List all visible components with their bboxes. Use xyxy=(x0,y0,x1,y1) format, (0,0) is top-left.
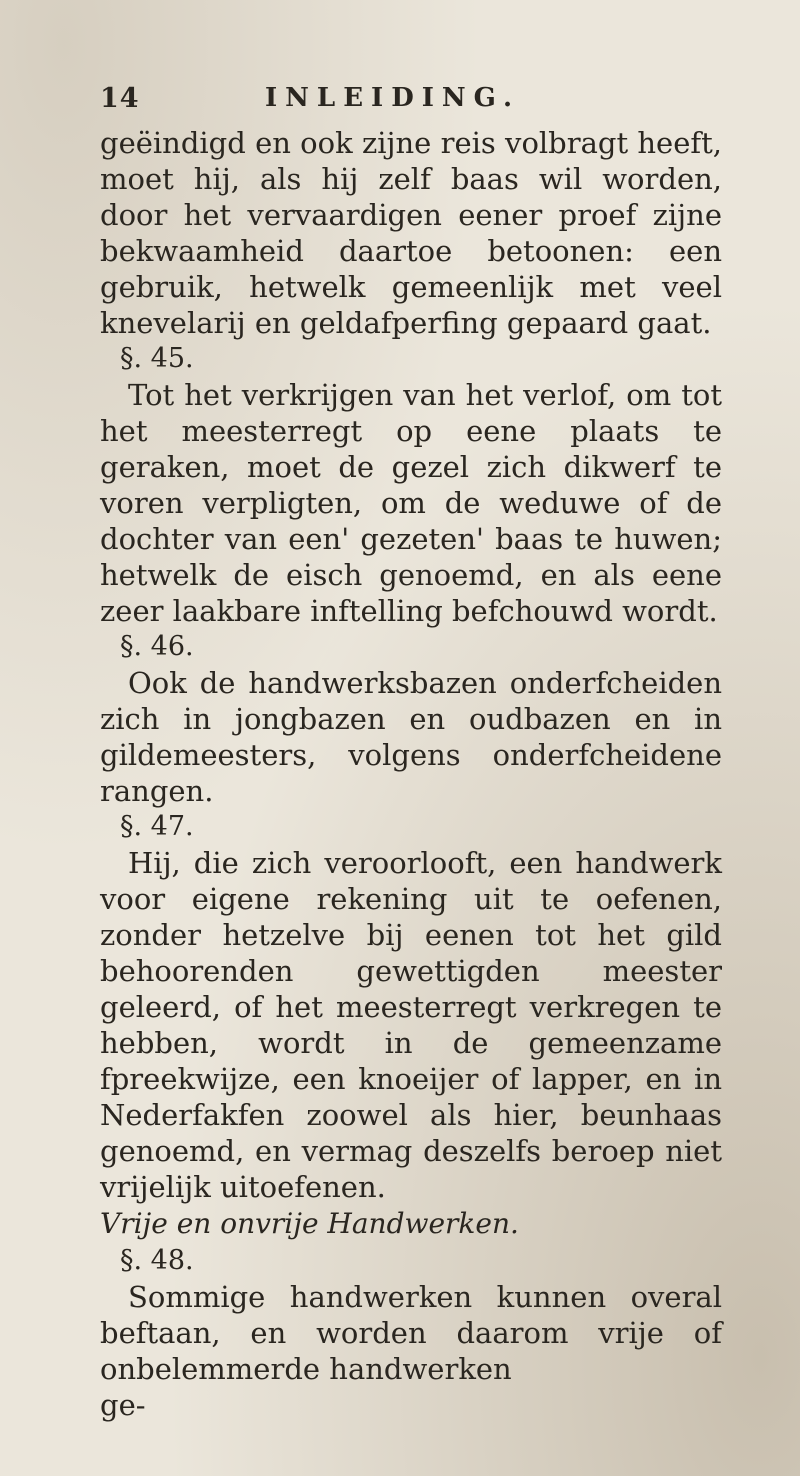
subheading-vrije-handwerken: Vrije en onvrije Handwerken. xyxy=(100,1207,519,1240)
section-heading-46: §. 46. xyxy=(120,631,194,662)
paragraph-46: Ook de handwerksbazen onderfcheiden zich in jongbazen en oudbazen en in gildemeesters, volgens onderfcheidene rangen. xyxy=(100,666,722,808)
catchword: ge- xyxy=(100,1388,146,1422)
body-text xyxy=(100,125,722,1423)
page-number: 14 xyxy=(100,82,140,114)
paragraph-45: Tot het verkrijgen van het verlof, om tot het meesterregt op eene plaats te geraken, moet de gezel zich dikwerf te voren verpligten, om de weduwe of de dochter van een' gezeten' baas te huwen; hetwelk de eisch genoemd, en als eene zeer laakbare inftelling befchouwd wordt. xyxy=(100,378,722,628)
page-header xyxy=(100,78,720,118)
running-head: INLEIDING. xyxy=(265,83,520,113)
paragraph-47: Hij, die zich veroorlooft, een handwerk voor eigene rekening uit te oefenen, zonder hetzelve bij eenen tot het gild behoorenden gewettigden meester geleerd, of het meesterregt verkregen te hebben, wordt in de gemeenzame fpreekwijze, een knoeijer of lapper, en in Nederfakfen zoowel als hier, beunhaas genoemd, en vermag deszelfs beroep niet vrijelijk uitoefenen. xyxy=(100,846,722,1204)
section-heading-48: §. 48. xyxy=(120,1245,194,1276)
paragraph-48: Sommige handwerken kunnen overal beftaan, en worden daarom vrije of onbelemmerde handwerken xyxy=(100,1280,722,1386)
section-heading-45: §. 45. xyxy=(120,343,194,374)
section-heading-47: §. 47. xyxy=(120,811,194,842)
paragraph-continuation: geëindigd en ook zijne reis volbragt heeft, moet hij, als hij zelf baas wil worden, door het vervaardigen eener proef zijne bekwaamheid daartoe betoonen: een gebruik, hetwelk gemeenlijk met veel knevelarij en geldafperfing gepaard gaat. xyxy=(100,126,722,340)
